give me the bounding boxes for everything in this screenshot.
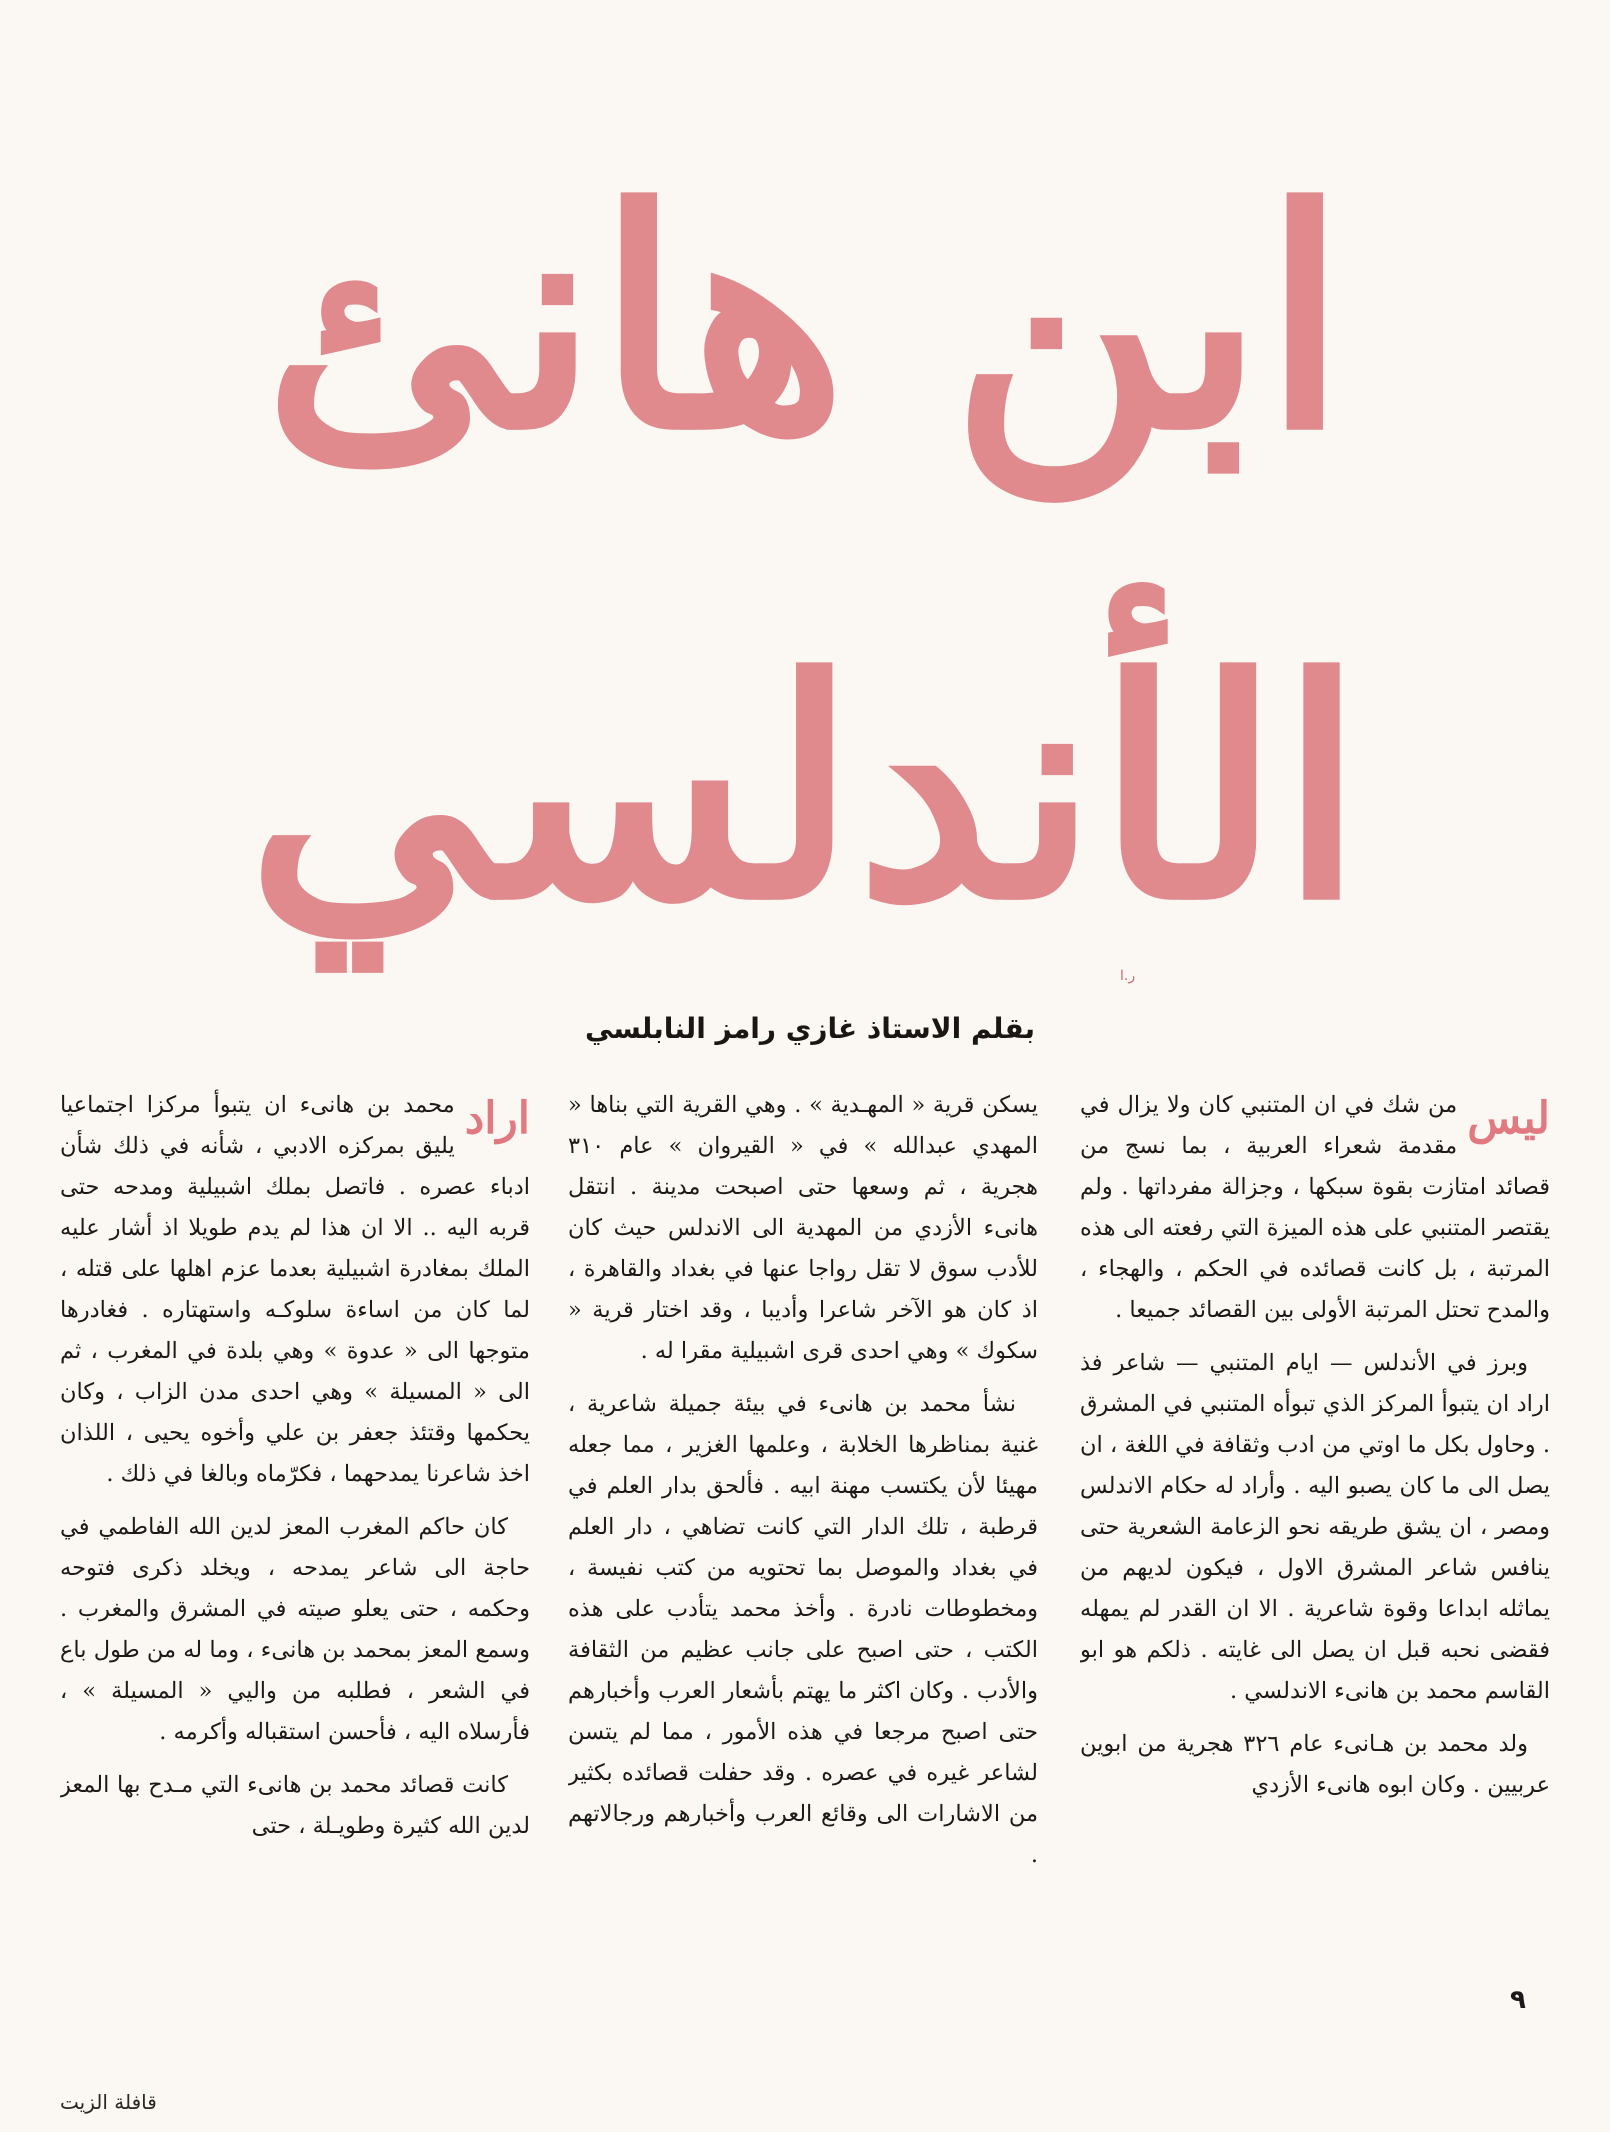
- page-number: ٩: [1510, 1985, 1526, 2015]
- paragraph: من شك في ان المتنبي كان ولا يزال في مقدمة شعراء العربية ، بما نسج من قصائد امتازت بقوة سبكها ، وجزالة مفرداتها . ولم يقتصر المتنبي على هذه الميزة التي رفعته الى هذه المرتبة ، بل كانت قصائده في الحكم ، والهجاء ، والمدح تحتل المرتبة الأولى بين القصائد جميعا .: [1080, 1092, 1550, 1323]
- paragraph: كان حاكم المغرب المعز لدين الله الفاطمي في حاجة الى شاعر يمدحه ، ويخلد ذكرى فتوحه وحكمه ، حتى يعلو صيته في المشرق والمغرب . وسمع المعز بمحمد بن هانىء ، وما له من طول باع في الشعر ، فطلبه من واليي « المسيلة » ، فأرسلاه اليه ، فأحسن استقباله وأكرمه .: [60, 1514, 530, 1745]
- article-column-left: [60, 1085, 530, 1985]
- paragraph: محمد بن هانىء ان يتبوأ مركزا اجتماعيا يليق بمركزه الادبي ، شأنه في ذلك شأن ادباء عصره . فاتصل بملك اشبيلية ومدحه حتى قربه اليه .. الا ان هذا لم يدم طويلا اذ أشار عليه الملك بمغادرة اشبيلية بعدما عزم اهلها على قتله ، لما كان من اساءة سلوكـه واستهتاره . فغادرها متوجها الى « عدوة » وهي بلدة في المغرب ، ثم الى « المسيلة » وهي احدى مدن الزاب ، وكان يحكمها وقتئذ جعفر بن علي وأخوه يحيى ، اللذان اخذ شاعرنا يمدحهما ، فكرّماه وبالغا في ذلك .: [60, 1092, 530, 1487]
- drop-word: اراد: [464, 1093, 530, 1144]
- author-byline: بقلم الاستاذ غازي رامز النابلسي: [584, 1012, 1036, 1045]
- title-line-2: الأندلسي: [246, 613, 1364, 966]
- title-line-1: ابن هانئ: [263, 143, 1347, 496]
- article-column-middle: [568, 1085, 1038, 1985]
- artist-signature: ر.ا: [1120, 968, 1136, 984]
- article-column-right: [1080, 1085, 1550, 1985]
- paragraph: ولد محمد بن هـانىء عام ٣٢٦ هجرية من ابوين عربيين . وكان ابوه هانىء الأزدي: [1080, 1731, 1550, 1798]
- paragraph: نشأ محمد بن هانىء في بيئة جميلة شاعرية ، غنية بمناظرها الخلابة ، وعلمها الغزير ، مما جعله مهيئا لأن يكتسب مهنة ابيه . فألحق بدار العلم في قرطبة ، تلك الدار التي كانت تضاهي ، دار العلم في بغداد والموصل بما تحتويه من كتب نفيسة ، ومخطوطات نادرة . وأخذ محمد يتأدب على هذه الكتب ، حتى اصبح على جانب عظيم من الثقافة والأدب . وكان اكثر ما يهتم بأشعار العرب وأخبارهم حتى اصبح مرجعا في هذه الأمور ، مما لم يتسن لشاعر غيره في عصره . وقد حفلت قصائده بكثير من الاشارات الى وقائع العرب وأخبارهم ورجالاتهم .: [568, 1391, 1038, 1868]
- magazine-footer: قافلة الزيت: [60, 2090, 157, 2114]
- paragraph: وبرز في الأندلس — ايام المتنبي — شاعر فذ اراد ان يتبوأ المركز الذي تبوأه المتنبي في المشرق . وحاول بكل ما اوتي من ادب وثقافة في اللغة ، ان يصل الى ما كان يصبو اليه . وأراد له حكام الاندلس ومصر ، ان يشق طريقه نحو الزعامة الشعرية حتى ينافس شاعر المشرق الاول ، فيكون لديهم من يماثله ابداعا وقوة شاعرية . الا ان القدر لم يمهله فقضى نحبه قبل ان يصل الى غايته . ذلكم هو ابو القاسم محمد بن هانىء الاندلسي .: [1080, 1350, 1550, 1704]
- paragraph: يسكن قرية « المهـدية » . وهي القرية التي بناها « المهدي عبدالله » في « القيروان » عام ٣١٠ هجرية ، ثم وسعها حتى اصبحت مدينة . انتقل هانىء الأزدي من المهدية الى الاندلس حيث كان للأدب سوق لا تقل رواجا عنها في بغداد والقاهرة ، اذ كان هو الآخر شاعرا وأديبا ، وقد اختار قرية « سكوك » وهي احدى قرى اشبيلية مقرا له .: [568, 1092, 1038, 1364]
- calligraphy-title: [40, 90, 1570, 1010]
- paragraph: كانت قصائد محمد بن هانىء التي مـدح بها المعز لدين الله كثيرة وطويـلة ، حتى: [60, 1772, 530, 1839]
- drop-word: ليس: [1467, 1093, 1550, 1144]
